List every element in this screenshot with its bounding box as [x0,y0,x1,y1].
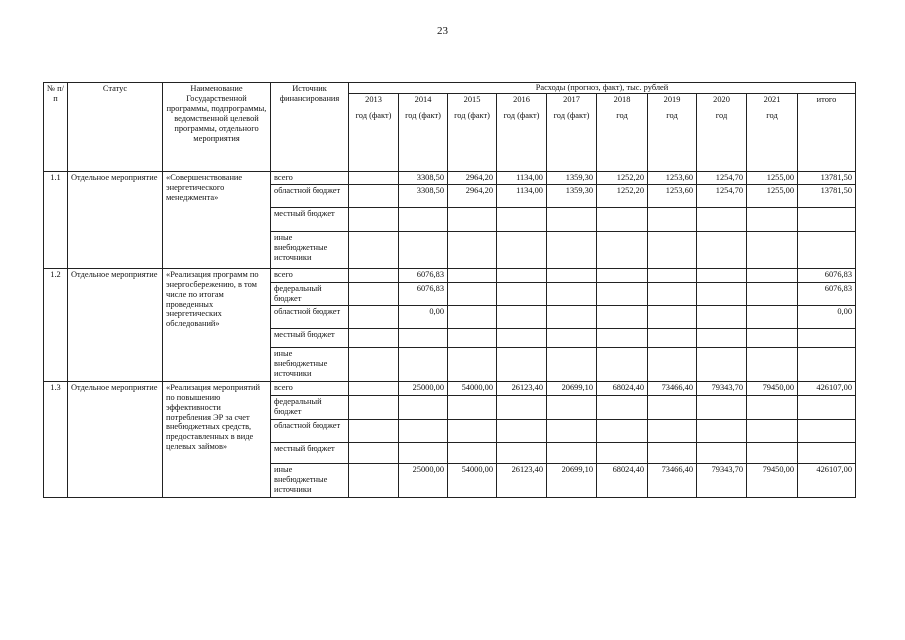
table-row [44,171,856,184]
header-expenses: Расходы (прогноз, факт), тыс. рублей [349,83,856,94]
amount-cell [349,184,399,207]
header-year-note: год [666,110,678,120]
amount-cell [349,207,399,231]
amount-cell [349,381,399,395]
funding-source: иные внебюджетные источники [271,347,349,381]
amount-cell [349,395,399,419]
amount-cell: 73466,40 [648,463,697,497]
amount-cell [448,442,497,463]
header-year-cell [798,93,856,171]
amount-cell: 54000,00 [448,381,497,395]
amount-cell [448,328,497,347]
amount-cell [497,328,547,347]
amount-cell: 54000,00 [448,463,497,497]
amount-cell [648,268,697,282]
amount-cell: 26123,40 [497,463,547,497]
amount-cell: 13781,50 [798,184,856,207]
header-year-cell [399,93,448,171]
amount-cell [798,347,856,381]
funding-source: всего [271,268,349,282]
header-year-note: год [766,110,778,120]
header-year-note: год [616,110,628,120]
amount-cell [448,419,497,442]
amount-cell [547,231,597,268]
header-year-note: год (факт) [553,110,590,120]
amount-cell [747,282,798,305]
header-status: Статус [68,83,163,172]
amount-cell [497,395,547,419]
amount-cell: 1252,20 [597,171,648,184]
amount-cell: 6076,83 [798,282,856,305]
amount-cell [497,282,547,305]
amount-cell [697,231,747,268]
amount-cell [547,207,597,231]
amount-cell [648,395,697,419]
amount-cell [497,442,547,463]
funding-source: всего [271,171,349,184]
funding-source: федеральный бюджет [271,282,349,305]
amount-cell [547,419,597,442]
amount-cell [697,442,747,463]
amount-cell [697,395,747,419]
table-body [44,83,856,498]
header-year: 2019 [663,94,681,104]
amount-cell [798,419,856,442]
amount-cell [399,395,448,419]
header-year: 2018 [613,94,631,104]
amount-cell [648,442,697,463]
amount-cell: 426107,00 [798,463,856,497]
amount-cell [349,305,399,328]
header-year-note: год (факт) [503,110,540,120]
item-status: Отдельное мероприятие [68,268,163,381]
amount-cell [697,347,747,381]
amount-cell [747,207,798,231]
amount-cell [747,305,798,328]
amount-cell: 6076,83 [399,268,448,282]
header-year-cell [448,93,497,171]
amount-cell [597,419,648,442]
amount-cell: 20699,10 [547,381,597,395]
amount-cell [497,207,547,231]
funding-source: иные внебюджетные источники [271,463,349,497]
header-name: Наименование Государственной программы, подпрограммы, ведомственной целевой программы, отдельного мероприятия [163,83,271,172]
funding-source: местный бюджет [271,328,349,347]
amount-cell [448,268,497,282]
amount-cell [448,282,497,305]
amount-cell [697,207,747,231]
header-year: 2017 [563,94,580,104]
header-no: № п/п [44,83,68,172]
header-year-note: год [715,110,728,120]
amount-cell [697,268,747,282]
amount-cell [798,328,856,347]
amount-cell [597,395,648,419]
amount-cell: 1134,00 [497,171,547,184]
header-year-cell [697,93,747,171]
amount-cell [648,347,697,381]
amount-cell [399,347,448,381]
header-year: итого [816,94,837,104]
amount-cell [547,395,597,419]
amount-cell: 6076,83 [798,268,856,282]
amount-cell: 0,00 [798,305,856,328]
amount-cell [597,442,648,463]
header-year: 2014 [414,94,432,104]
page-number: 23 [437,25,448,37]
amount-cell [497,231,547,268]
header-year-cell [648,93,697,171]
header-year-cell [547,93,597,171]
funding-source: федеральный бюджет [271,395,349,419]
amount-cell [399,328,448,347]
header-year-note: год (факт) [405,110,441,120]
funding-source: областной бюджет [271,184,349,207]
amount-cell [349,328,399,347]
amount-cell [399,207,448,231]
amount-cell [747,268,798,282]
amount-cell [497,419,547,442]
amount-cell: 0,00 [399,305,448,328]
amount-cell: 1359,30 [547,184,597,207]
amount-cell: 79343,70 [697,381,747,395]
amount-cell [448,347,497,381]
amount-cell: 1255,00 [747,184,798,207]
funding-source: областной бюджет [271,305,349,328]
amount-cell [349,231,399,268]
amount-cell [497,347,547,381]
item-name: «Реализация программ по энергосбережению, в том числе по итогам проведенных энергетических обследований» [163,268,271,381]
amount-cell [597,305,648,328]
item-status: Отдельное мероприятие [68,381,163,497]
amount-cell: 25000,00 [399,463,448,497]
amount-cell [349,268,399,282]
amount-cell [349,171,399,184]
header-year: 2021 [763,94,781,104]
amount-cell [399,419,448,442]
amount-cell [697,282,747,305]
amount-cell: 6076,83 [399,282,448,305]
amount-cell: 426107,00 [798,381,856,395]
amount-cell: 1253,60 [648,184,697,207]
amount-cell [597,207,648,231]
amount-cell: 1252,20 [597,184,648,207]
header-year-note: год (факт) [355,110,392,120]
amount-cell [547,305,597,328]
amount-cell [747,419,798,442]
amount-cell: 26123,40 [497,381,547,395]
amount-cell [448,231,497,268]
amount-cell: 1253,60 [648,171,697,184]
funding-source: местный бюджет [271,442,349,463]
amount-cell [747,328,798,347]
amount-cell: 2964,20 [448,184,497,207]
amount-cell [597,347,648,381]
amount-cell: 2964,20 [448,171,497,184]
amount-cell [597,231,648,268]
amount-cell [448,395,497,419]
amount-cell [349,347,399,381]
header-year: 2016 [513,94,530,104]
amount-cell [349,419,399,442]
amount-cell [798,207,856,231]
amount-cell [648,282,697,305]
amount-cell: 73466,40 [648,381,697,395]
amount-cell [597,268,648,282]
amount-cell: 1134,00 [497,184,547,207]
table-row [44,268,856,282]
amount-cell [648,207,697,231]
amount-cell [547,268,597,282]
item-number: 1.3 [44,381,68,497]
amount-cell [798,395,856,419]
header-source: Источник финансирования [271,83,349,172]
amount-cell [547,442,597,463]
amount-cell [448,305,497,328]
amount-cell: 68024,40 [597,381,648,395]
header-year-cell [349,93,399,171]
header-year: 2020 [713,94,730,104]
amount-cell [697,419,747,442]
header-year-cell [597,93,648,171]
header-year-note: год (факт) [454,110,490,120]
amount-cell: 3308,50 [399,184,448,207]
amount-cell [798,231,856,268]
amount-cell [747,347,798,381]
amount-cell [547,347,597,381]
amount-cell: 1359,30 [547,171,597,184]
amount-cell: 1254,70 [697,171,747,184]
amount-cell [648,305,697,328]
amount-cell [448,207,497,231]
amount-cell [747,395,798,419]
amount-cell [747,442,798,463]
amount-cell [349,463,399,497]
item-number: 1.2 [44,268,68,381]
amount-cell [497,268,547,282]
amount-cell [349,442,399,463]
funding-source: всего [271,381,349,395]
amount-cell [798,442,856,463]
amount-cell [547,328,597,347]
amount-cell [747,231,798,268]
amount-cell: 20699,10 [547,463,597,497]
amount-cell [648,231,697,268]
amount-cell: 1255,00 [747,171,798,184]
amount-cell [547,282,597,305]
table-row [44,381,856,395]
funding-source: иные внебюджетные источники [271,231,349,268]
amount-cell: 79450,00 [747,463,798,497]
header-year: 2013 [365,94,382,104]
amount-cell [597,328,648,347]
item-number: 1.1 [44,171,68,268]
amount-cell [648,419,697,442]
amount-cell: 13781,50 [798,171,856,184]
amount-cell: 79450,00 [747,381,798,395]
amount-cell: 79343,70 [697,463,747,497]
header-year-cell [497,93,547,171]
amount-cell: 25000,00 [399,381,448,395]
item-name: «Реализация мероприятий по повышению эффективности потребления ЭР за счет внебюджетных средств, предоставленных в виде целевых займов» [163,381,271,497]
funding-source: местный бюджет [271,207,349,231]
expenses-table [43,82,856,498]
amount-cell [349,282,399,305]
amount-cell [497,305,547,328]
amount-cell [697,328,747,347]
amount-cell [697,305,747,328]
amount-cell: 68024,40 [597,463,648,497]
amount-cell [399,231,448,268]
header-year-cell [747,93,798,171]
header-year: 2015 [463,94,481,104]
item-name: «Совершенствование энергетического менеджмента» [163,171,271,268]
amount-cell: 3308,50 [399,171,448,184]
amount-cell [399,442,448,463]
funding-source: областной бюджет [271,419,349,442]
amount-cell [597,282,648,305]
amount-cell [648,328,697,347]
amount-cell: 1254,70 [697,184,747,207]
item-status: Отдельное мероприятие [68,171,163,268]
